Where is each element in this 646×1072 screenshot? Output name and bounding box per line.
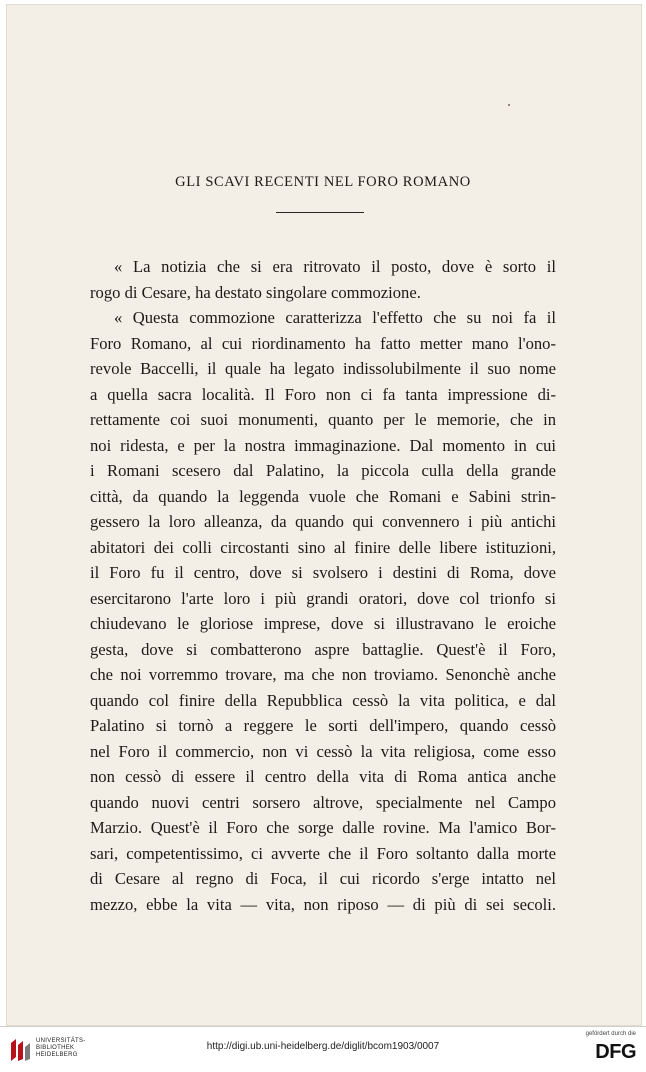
text-line: chiudevano le gloriose imprese, dove si illustravano le eroiche xyxy=(90,614,556,633)
library-name-line: HEIDELBERG xyxy=(36,1052,78,1058)
text-line: gessero la loro alleanza, da quando qui convennero i più antichi xyxy=(90,512,556,531)
text-line: città, da quando la leggenda vuole che Romani e Sabini strin- xyxy=(90,486,556,506)
text-line: abitatori dei colli circostanti sino al finire delle libere istituzioni, xyxy=(90,537,556,557)
text-line: Palatino si tornò a reggere le sorti dell'impero, quando cessò xyxy=(90,716,556,735)
viewer-footer xyxy=(0,1026,646,1072)
text-line: « Questa commozione caratterizza l'effetto che su noi fa il xyxy=(114,308,556,327)
text-line: « La notizia che si era ritrovato il posto, dove è sorto il xyxy=(114,257,556,276)
text-line: gesta, dove si combatterono aspre battaglie. Quest'è il Foro, xyxy=(90,639,556,659)
article-title: GLI SCAVI RECENTI NEL FORO ROMANO xyxy=(175,174,471,190)
text-line: noi ridesta, e per la nostra immaginazione. Dal momento in cui xyxy=(90,435,556,455)
text-line: mezzo, ebbe la vita — vita, non riposo — di più di sei secoli. xyxy=(90,894,556,914)
text-line: nel Foro il commercio, non vi cessò la vita religiosa, come esso xyxy=(90,741,556,761)
text-line: rettamente coi suoi monumenti, quanto per le memorie, che in xyxy=(90,410,556,429)
paper-speck xyxy=(508,104,510,106)
text-line: quando nuovi centri sorsero altrove, specialmente nel Campo xyxy=(90,792,556,812)
text-line: i Romani scesero dal Palatino, la piccola culla della grande xyxy=(90,461,556,480)
text-line: esercitarono l'arte loro i più grandi oratori, dove col trionfo si xyxy=(90,588,556,608)
permalink-url[interactable]: http://digi.ub.uni-heidelberg.de/diglit/bcom1903/0007 xyxy=(206,1041,440,1052)
text-line: Marzio. Quest'è il Foro che sorge dalle rovine. Ma l'amico Bor- xyxy=(90,818,556,837)
text-line: non cessò di essere il centro della vita di Roma antica anche xyxy=(90,767,556,786)
text-line: a quella sacra località. Il Foro non ci fa tanta impressione di- xyxy=(90,384,556,404)
text-line: quando col finire della Repubblica cessò la vita politica, e dal xyxy=(90,690,556,710)
text-line: rogo di Cesare, ha destato singolare commozione. xyxy=(90,282,421,302)
library-name-line: UNIVERSITÄTS- xyxy=(36,1038,86,1044)
text-line: che noi vorremmo trovare, ma che non troviamo. Senonchè anche xyxy=(90,665,556,684)
text-line: il Foro fu il centro, dove si svolsero i destini di Roma, dove xyxy=(90,563,556,582)
title-rule xyxy=(276,212,364,213)
text-line: di Cesare al regno di Foca, il cui ricordo s'erge intatto nel xyxy=(90,869,556,888)
funding-note: gefördert durch die xyxy=(585,1031,636,1037)
text-line: Foro Romano, al cui riordinamento ha fatto metter mano l'ono- xyxy=(90,333,556,353)
article-body xyxy=(90,254,556,917)
dfg-logo: DFG xyxy=(595,1041,636,1063)
library-name-line: BIBLIOTHEK xyxy=(36,1045,75,1051)
text-line: sari, competentissimo, ci avverte che il Foro soltanto dalla morte xyxy=(90,843,556,863)
text-line: revole Baccelli, il quale ha legato indissolubilmente il suo nome xyxy=(90,359,556,378)
